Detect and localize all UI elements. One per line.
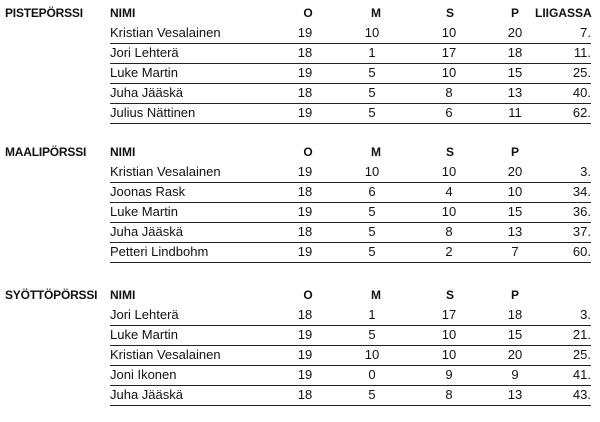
goals-cell: 0 — [368, 367, 376, 382]
column-header-s: S — [445, 145, 454, 159]
assists-cell: 10 — [441, 347, 457, 362]
goals-cell: 10 — [364, 164, 380, 179]
points-cell: 11 — [508, 105, 522, 120]
player-name: Luke Martin — [110, 204, 178, 219]
column-header-m: M — [371, 288, 381, 302]
assists-cell: 8 — [445, 387, 453, 402]
column-header-s: S — [445, 288, 454, 302]
player-name: Kristian Vesalainen — [110, 25, 221, 40]
league-rank-cell: 3. — [580, 307, 591, 322]
section-title: MAALIPÖRSSI — [5, 145, 87, 159]
column-header-o: O — [303, 145, 313, 159]
goals-cell: 5 — [368, 65, 376, 80]
league-rank-cell: 3. — [580, 164, 591, 179]
points-cell: 18 — [507, 307, 523, 322]
table-row — [110, 305, 591, 326]
games-cell: 19 — [297, 164, 313, 179]
games-cell: 18 — [297, 45, 313, 60]
games-cell: 19 — [297, 65, 313, 80]
column-header-s: S — [445, 6, 454, 20]
league-rank-cell: 7. — [580, 25, 591, 40]
games-cell: 18 — [297, 224, 313, 239]
table-row — [110, 365, 591, 386]
goals-cell: 5 — [368, 387, 376, 402]
column-header-nimi: NIMI — [110, 288, 136, 302]
table-row — [110, 242, 591, 263]
column-header-m: M — [371, 6, 381, 20]
column-header-m: M — [371, 145, 381, 159]
goals-cell: 5 — [368, 244, 376, 259]
games-cell: 18 — [297, 387, 313, 402]
player-name: Kristian Vesalainen — [110, 164, 221, 179]
player-name: Juha Jääskä — [110, 85, 183, 100]
points-cell: 15 — [507, 327, 523, 342]
points-cell: 13 — [507, 387, 523, 402]
goals-cell: 5 — [368, 105, 376, 120]
player-name: Jori Lehterä — [110, 45, 179, 60]
assists-cell: 10 — [441, 65, 457, 80]
league-rank-cell: 34. — [572, 184, 591, 199]
player-name: Juha Jääskä — [110, 387, 183, 402]
games-cell: 19 — [297, 327, 313, 342]
assists-cell: 4 — [445, 184, 453, 199]
games-cell: 19 — [297, 105, 313, 120]
table-row — [110, 182, 591, 203]
points-cell: 13 — [507, 85, 523, 100]
player-name: Joonas Rask — [110, 184, 186, 199]
player-name: Julius Nättinen — [110, 105, 196, 120]
goals-cell: 1 — [368, 307, 376, 322]
table-row — [110, 385, 591, 406]
column-header-p: P — [510, 145, 519, 159]
goals-cell: 6 — [368, 184, 376, 199]
section-title: PISTEPÖRSSI — [5, 6, 83, 20]
player-name: Luke Martin — [110, 65, 178, 80]
column-header-o: O — [303, 6, 313, 20]
league-rank-cell: 43. — [572, 387, 591, 402]
league-rank-cell: 62. — [572, 105, 591, 120]
points-cell: 20 — [507, 25, 523, 40]
goals-cell: 10 — [364, 25, 380, 40]
assists-cell: 17 — [441, 45, 457, 60]
assists-cell: 10 — [441, 25, 457, 40]
column-header-p: P — [510, 288, 519, 302]
games-cell: 19 — [297, 367, 313, 382]
league-rank-cell: 25. — [572, 65, 591, 80]
points-cell: 13 — [507, 224, 523, 239]
assists-cell: 6 — [445, 105, 453, 120]
league-rank-cell: 11. — [573, 45, 591, 60]
player-name: Kristian Vesalainen — [110, 347, 221, 362]
goals-cell: 5 — [368, 85, 376, 100]
league-rank-cell: 36. — [572, 204, 591, 219]
player-name: Petteri Lindbohm — [110, 244, 209, 259]
table-row — [110, 222, 591, 243]
assists-cell: 2 — [445, 244, 453, 259]
points-cell: 10 — [507, 184, 523, 199]
games-cell: 18 — [297, 184, 313, 199]
points-cell: 7 — [511, 244, 519, 259]
league-rank-cell: 37. — [572, 224, 591, 239]
goals-cell: 1 — [368, 45, 376, 60]
points-cell: 9 — [511, 367, 519, 382]
goals-cell: 10 — [364, 347, 380, 362]
table-row — [110, 162, 591, 183]
assists-cell: 9 — [445, 367, 453, 382]
games-cell: 19 — [297, 25, 313, 40]
assists-cell: 10 — [441, 327, 457, 342]
assists-cell: 8 — [445, 224, 453, 239]
table-row — [110, 325, 591, 346]
assists-cell: 10 — [441, 164, 457, 179]
table-row — [110, 63, 591, 84]
table-row — [110, 202, 591, 223]
goals-cell: 5 — [368, 224, 376, 239]
column-header-nimi: NIMI — [110, 145, 136, 159]
player-name: Juha Jääskä — [110, 224, 183, 239]
table-row — [110, 345, 591, 366]
column-header-nimi: NIMI — [110, 6, 136, 20]
player-name: Luke Martin — [110, 327, 178, 342]
goals-cell: 5 — [368, 327, 376, 342]
player-name: Joni Ikonen — [110, 367, 177, 382]
assists-cell: 17 — [441, 307, 457, 322]
games-cell: 18 — [297, 307, 313, 322]
games-cell: 19 — [297, 347, 313, 362]
points-cell: 18 — [507, 45, 523, 60]
games-cell: 19 — [297, 204, 313, 219]
league-rank-cell: 25. — [572, 347, 591, 362]
table-row — [110, 83, 591, 104]
league-rank-cell: 60. — [572, 244, 591, 259]
points-cell: 20 — [507, 164, 523, 179]
points-cell: 15 — [507, 204, 523, 219]
column-header-p: P — [510, 6, 519, 20]
column-header-o: O — [303, 288, 313, 302]
league-rank-cell: 41. — [572, 367, 591, 382]
league-rank-cell: 21. — [572, 327, 591, 342]
points-cell: 15 — [507, 65, 523, 80]
assists-cell: 10 — [441, 204, 457, 219]
assists-cell: 8 — [445, 85, 453, 100]
goals-cell: 5 — [368, 204, 376, 219]
player-name: Jori Lehterä — [110, 307, 179, 322]
points-cell: 20 — [507, 347, 523, 362]
column-header-liigassa: LIIGASSA — [535, 6, 592, 20]
table-row — [110, 23, 591, 44]
table-row — [110, 103, 591, 124]
league-rank-cell: 40. — [572, 85, 591, 100]
games-cell: 19 — [297, 244, 313, 259]
table-row — [110, 43, 591, 64]
games-cell: 18 — [297, 85, 313, 100]
section-title: SYÖTTÖPÖRSSI — [5, 288, 98, 302]
